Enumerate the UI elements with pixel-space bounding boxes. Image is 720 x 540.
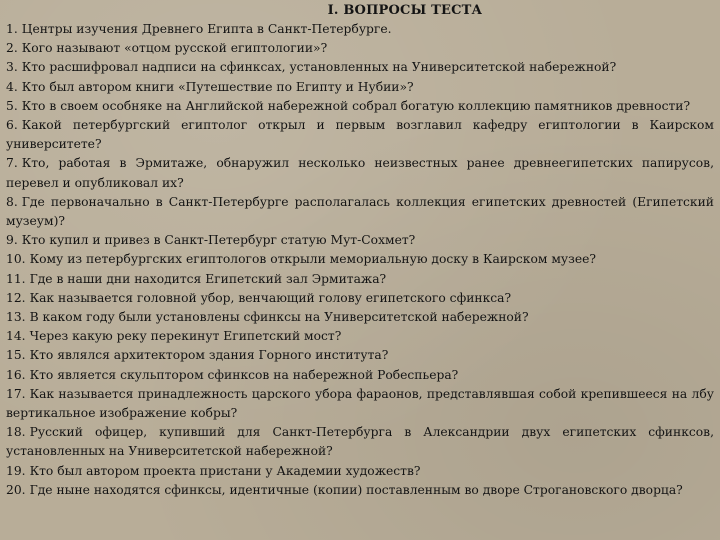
question-item	[6, 385, 714, 423]
question-text: Где в наши дни находится Египетский зал Эрмитажа?	[29, 271, 387, 286]
question-item	[6, 78, 714, 97]
question-item	[6, 308, 714, 327]
question-item	[6, 462, 714, 481]
question-item	[6, 20, 714, 39]
question-text: Как называется принадлежность царского убора фараонов, представлявшая собой крепившееся на лбу вертикальное изображение кобры?	[6, 386, 714, 421]
question-number: 10.	[6, 252, 26, 267]
question-item	[6, 97, 714, 116]
question-item	[6, 116, 714, 154]
question-number: 4.	[6, 79, 18, 94]
question-item	[6, 231, 714, 250]
question-number: 20.	[6, 482, 26, 497]
question-number: 8.	[6, 194, 18, 209]
question-list	[6, 20, 714, 500]
question-item	[6, 346, 714, 365]
question-text: Через какую реку перекинут Египетский мост?	[29, 329, 342, 344]
question-item	[6, 289, 714, 308]
question-number: 17.	[6, 386, 26, 401]
question-number: 5.	[6, 98, 18, 113]
question-text: Кто являлся архитектором здания Горного института?	[29, 348, 389, 363]
question-text: Кто в своем особняке на Английской набережной собрал богатую коллекцию памятников древности?	[21, 98, 691, 113]
question-item	[6, 39, 714, 58]
question-item	[6, 270, 714, 289]
question-text: Где ныне находятся сфинксы, идентичные (копии) поставленным во дворе Строгановского дворца?	[29, 482, 683, 497]
question-text: Кто был автором книги «Путешествие по Египту и Нубии»?	[21, 79, 414, 94]
question-text: Центры изучения Древнего Египта в Санкт-Петербурге.	[21, 22, 392, 36]
question-item	[6, 154, 714, 192]
question-text: Как называется головной убор, венчающий голову египетского сфинкса?	[29, 290, 512, 305]
question-item	[6, 193, 714, 231]
question-text: Кто расшифровал надписи на сфинксах, установленных на Университетской набережной?	[21, 60, 617, 75]
question-item	[6, 327, 714, 346]
question-text: Кому из петербургских египтологов открыли мемориальную доску в Каирском музее?	[29, 252, 596, 267]
question-item	[6, 366, 714, 385]
question-number: 18.	[6, 425, 26, 440]
question-number: 11.	[6, 271, 26, 286]
question-number: 14.	[6, 329, 26, 344]
question-text: Кто является скульптором сфинксов на набережной Робеспьера?	[29, 367, 459, 382]
question-text: В каком году были установлены сфинксы на Университетской набережной?	[29, 310, 529, 325]
question-number: 15.	[6, 348, 26, 363]
question-number: 12.	[6, 290, 26, 305]
question-number: 2.	[6, 41, 18, 56]
page-title: I. ВОПРОСЫ ТЕСТА	[327, 3, 483, 18]
question-number: 3.	[6, 60, 18, 75]
question-text: Кто купил и привез в Санкт-Петербург статую Мут-Сохмет?	[21, 233, 416, 248]
question-number: 19.	[6, 463, 26, 478]
question-item	[6, 481, 714, 500]
question-text: Кто был автором проекта пристани у Академии художеств?	[29, 463, 421, 478]
question-number: 16.	[6, 367, 26, 382]
question-item	[6, 250, 714, 269]
question-text: Кого называют «отцом русской египтологии»?	[21, 41, 328, 56]
question-text: Какой петербургский египтолог открыл и первым возглавил кафедру египтологии в Каирском университете?	[6, 118, 714, 152]
question-item	[6, 423, 714, 461]
question-text: Где первоначально в Санкт-Петербурге располагалась коллекция египетских древностей (Египетский музеум)?	[6, 194, 714, 229]
question-number: 9.	[6, 233, 18, 248]
question-text: Русский офицер, купивший для Санкт-Петербурга в Александрии двух египетских сфинксов, установленных на Университетской набережной?	[6, 425, 714, 459]
question-number: 13.	[6, 310, 26, 325]
question-item	[6, 58, 714, 77]
question-number: 7.	[6, 156, 18, 171]
question-text: Кто, работая в Эрмитаже, обнаружил несколько неизвестных ранее древнеегипетских папирусов, перевел и опубликовал их?	[6, 156, 714, 190]
question-number: 6.	[6, 118, 18, 133]
question-number: 1.	[6, 22, 18, 36]
